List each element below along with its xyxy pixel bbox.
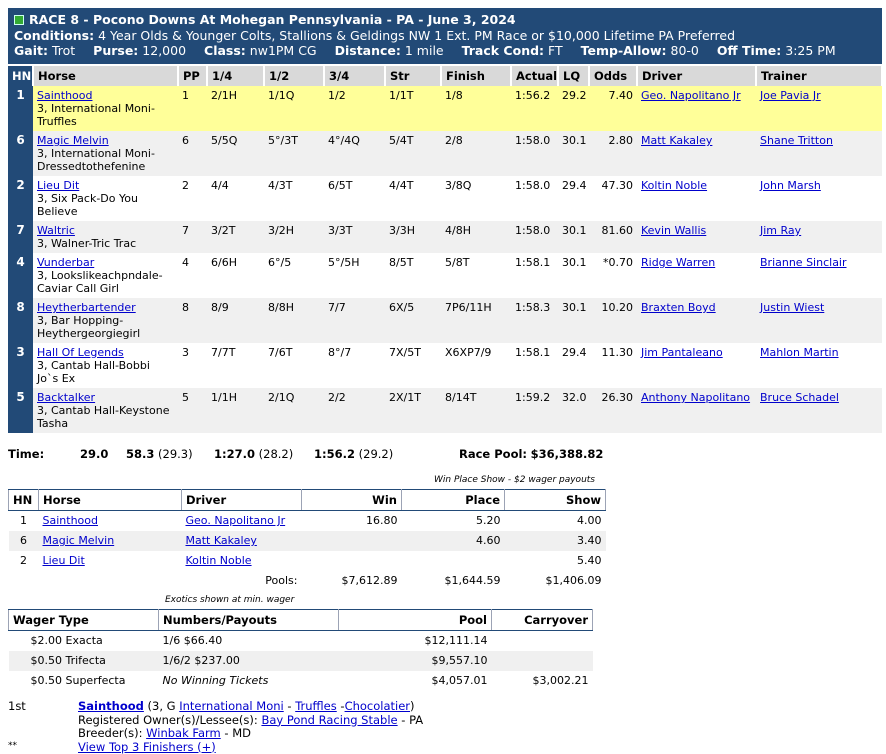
col-odds: Odds xyxy=(589,66,637,86)
col-actual: Actual xyxy=(511,66,558,86)
wps-header-row: HN Horse Driver Win Place Show xyxy=(9,490,606,511)
trainer-link[interactable]: Joe Pavia Jr xyxy=(760,89,821,102)
driver-link[interactable]: Anthony Napolitano xyxy=(641,391,751,404)
table-row: $0.50 Trifecta 1/6/2 $237.00 $9,557.10 xyxy=(9,651,593,671)
driver-link[interactable]: Ridge Warren xyxy=(641,256,716,269)
owner-link[interactable]: Bay Pond Racing Stable xyxy=(261,712,398,727)
table-row: $2.00 Exacta 1/6 $66.40 $12,111.14 xyxy=(30,634,488,648)
col-hn: HN xyxy=(8,66,33,86)
exotics-header-row: Wager Type Numbers/Payouts Pool Carryover xyxy=(9,610,593,631)
horse-link[interactable]: Hall Of Legends xyxy=(37,346,124,359)
table-row: 4 Vunderbar 3, Lookslikeachpndale-Caviar Call Girl 4 6/6H 6°/5 5°/5H 8/5T 5/8T 1:58.1 30.1 *0.70 Ridge Warren Brianne Sinclair xyxy=(8,253,882,298)
breeder-line: Breeder(s): Winbak Farm - MD xyxy=(78,726,251,740)
horse-link[interactable]: Backtalker xyxy=(37,391,96,404)
race-pool-label: Race Pool: xyxy=(459,447,528,461)
trainer-link[interactable]: Justin Wiest xyxy=(760,301,825,314)
finish-place: 1st xyxy=(8,699,26,713)
dam-link[interactable]: Truffles xyxy=(295,699,337,713)
race-title: RACE 8 - Pocono Downs At Mohegan Pennsylvania - PA - June 3, 2024 xyxy=(29,12,516,27)
table-row: 8 Heytherbartender 3, Bar Hopping-Heythergeorgiegirl 8 8/9 8/8H 7/7 6X/5 7P6/11H 1:58.3 30.1 10.20 Braxten Boyd Justin Wiest xyxy=(8,298,882,343)
race-conditions: Conditions: 4 Year Olds & Younger Colts, Stallions & Geldings NW 1 Ext. PM Race or $10,000 Lifetime PA Preferred xyxy=(14,28,736,43)
footnote-stars: ** xyxy=(8,741,17,751)
table-row: 6 Magic Melvin 3, International Moni-Dressedtothefenine 6 5/5Q 5°/3T 4°/4Q 5/4T 2/8 1:58.0 30.1 2.80 Matt Kakaley Shane Tritton xyxy=(8,131,882,176)
driver-link[interactable]: Geo. Napolitano Jr xyxy=(641,89,741,102)
horse-link[interactable]: Magic Melvin xyxy=(42,534,115,547)
horse-link[interactable]: Vunderbar xyxy=(37,256,95,269)
fractional-times: Time: 29.0 58.3 (29.3) 1:27.0 (28.2) 1:56.2 (29.2) Race Pool: $36,388.82 xyxy=(8,447,604,461)
exotics-table xyxy=(8,609,593,691)
col-driver: Driver xyxy=(637,66,756,86)
table-row: 2 Lieu Dit Koltin Noble 5.40 xyxy=(20,554,602,567)
horse-link[interactable]: Lieu Dit xyxy=(37,179,80,192)
horse-link[interactable]: Waltric xyxy=(37,224,75,237)
table-row: 7 Waltric 3, Walner-Tric Trac 7 3/2T 3/2H 3/3T 3/3H 4/8H 1:58.0 30.1 81.60 Kevin Wallis Jim Ray xyxy=(8,221,882,253)
col-q3: 3/4 xyxy=(324,66,385,86)
driver-link[interactable]: Matt Kakaley xyxy=(641,134,713,147)
winner-pedigree-line: Sainthood (3, G International Moni - Truffles -Chocolatier) xyxy=(78,699,415,713)
col-trainer: Trainer xyxy=(756,66,882,86)
race-meta: Gait: Trot Purse: 12,000 Class: nw1PM CG Distance: 1 mile Track Cond: FT Temp-Allow: 80-0 Off Time: 3:25 PM xyxy=(14,43,836,58)
view-top-finishers-link[interactable]: View Top 3 Finishers (+) xyxy=(78,739,216,754)
col-pp: PP xyxy=(178,66,207,86)
trainer-link[interactable]: John Marsh xyxy=(760,179,821,192)
trainer-link[interactable]: Brianne Sinclair xyxy=(760,256,847,269)
table-row: 2 Lieu Dit 3, Six Pack-Do You Believe 2 4/4 4/3T 6/5T 4/4T 3/8Q 1:58.0 29.4 47.30 Koltin Noble John Marsh xyxy=(8,176,882,221)
col-str: Str xyxy=(385,66,441,86)
driver-link[interactable]: Kevin Wallis xyxy=(641,224,707,237)
driver-link[interactable]: Geo. Napolitano Jr xyxy=(185,514,286,528)
pools-row: Pools: $7,612.89 $1,644.59 $1,406.09 xyxy=(265,574,602,587)
driver-link[interactable]: Jim Pantaleano xyxy=(641,346,723,359)
race-pool: $36,388.82 xyxy=(530,447,604,461)
trainer-link[interactable]: Bruce Schadel xyxy=(760,391,839,404)
owner-line: Registered Owner(s)/Lessee(s): Bay Pond Racing Stable - PA xyxy=(78,712,424,727)
winner-horse-link[interactable]: Sainthood xyxy=(78,699,144,713)
breeder-link[interactable]: Winbak Farm xyxy=(146,726,221,740)
driver-link[interactable]: Matt Kakaley xyxy=(185,534,257,547)
wps-caption: Win Place Show - $2 wager payouts xyxy=(434,475,595,485)
horse-link[interactable]: Sainthood xyxy=(42,514,98,528)
col-lq: LQ xyxy=(558,66,589,86)
table-row: 5 Backtalker 3, Cantab Hall-Keystone Tasha 5 1/1H 2/1Q 2/2 2X/1T 8/14T 1:59.2 32.0 26.30 Anthony Napolitano Bruce Schadel xyxy=(8,388,882,433)
table-row: 6 Magic Melvin Matt Kakaley 4.60 3.40 xyxy=(9,531,606,551)
col-q1: 1/4 xyxy=(207,66,264,86)
horse-link[interactable]: Heytherbartender xyxy=(37,301,136,314)
driver-link[interactable]: Koltin Noble xyxy=(185,554,252,567)
race-header xyxy=(8,8,882,64)
col-q2: 1/2 xyxy=(264,66,324,86)
trainer-link[interactable]: Mahlon Martin xyxy=(760,346,839,359)
table-row: 1 Sainthood Geo. Napolitano Jr 16.80 5.20 4.00 xyxy=(20,514,602,528)
results-header-row xyxy=(8,66,882,86)
table-row: 3 Hall Of Legends 3, Cantab Hall-Bobbi Jo`s Ex 3 7/7T 7/6T 8°/7 7X/5T X6XP7/9 1:58.1 29.4 11.30 Jim Pantaleano Mahlon Martin xyxy=(8,343,882,388)
col-horse: Horse xyxy=(33,66,178,86)
damsire-link[interactable]: Chocolatier xyxy=(344,699,411,713)
table-row: $0.50 Superfecta No Winning Tickets $4,057.01 $3,002.21 xyxy=(30,674,589,687)
trainer-link[interactable]: Shane Tritton xyxy=(760,134,833,147)
horse-link[interactable]: Lieu Dit xyxy=(42,554,85,567)
exotics-caption: Exotics shown at min. wager xyxy=(165,595,295,605)
race-status-icon xyxy=(14,15,24,25)
horse-link[interactable]: Magic Melvin xyxy=(37,134,109,147)
driver-link[interactable]: Braxten Boyd xyxy=(641,301,716,314)
driver-link[interactable]: Koltin Noble xyxy=(641,179,708,192)
wps-table xyxy=(8,489,606,591)
table-row: 1 Sainthood 3, International Moni-Truffles 1 2/1H 1/1Q 1/2 1/1T 1/8 1:56.2 29.2 7.40 Geo. Napolitano Jr Joe Pavia Jr xyxy=(8,86,882,131)
results-table xyxy=(8,66,883,433)
trainer-link[interactable]: Jim Ray xyxy=(760,224,802,237)
sire-link[interactable]: International Moni xyxy=(179,699,284,713)
horse-link[interactable]: Sainthood xyxy=(37,89,93,102)
col-finish: Finish xyxy=(441,66,511,86)
